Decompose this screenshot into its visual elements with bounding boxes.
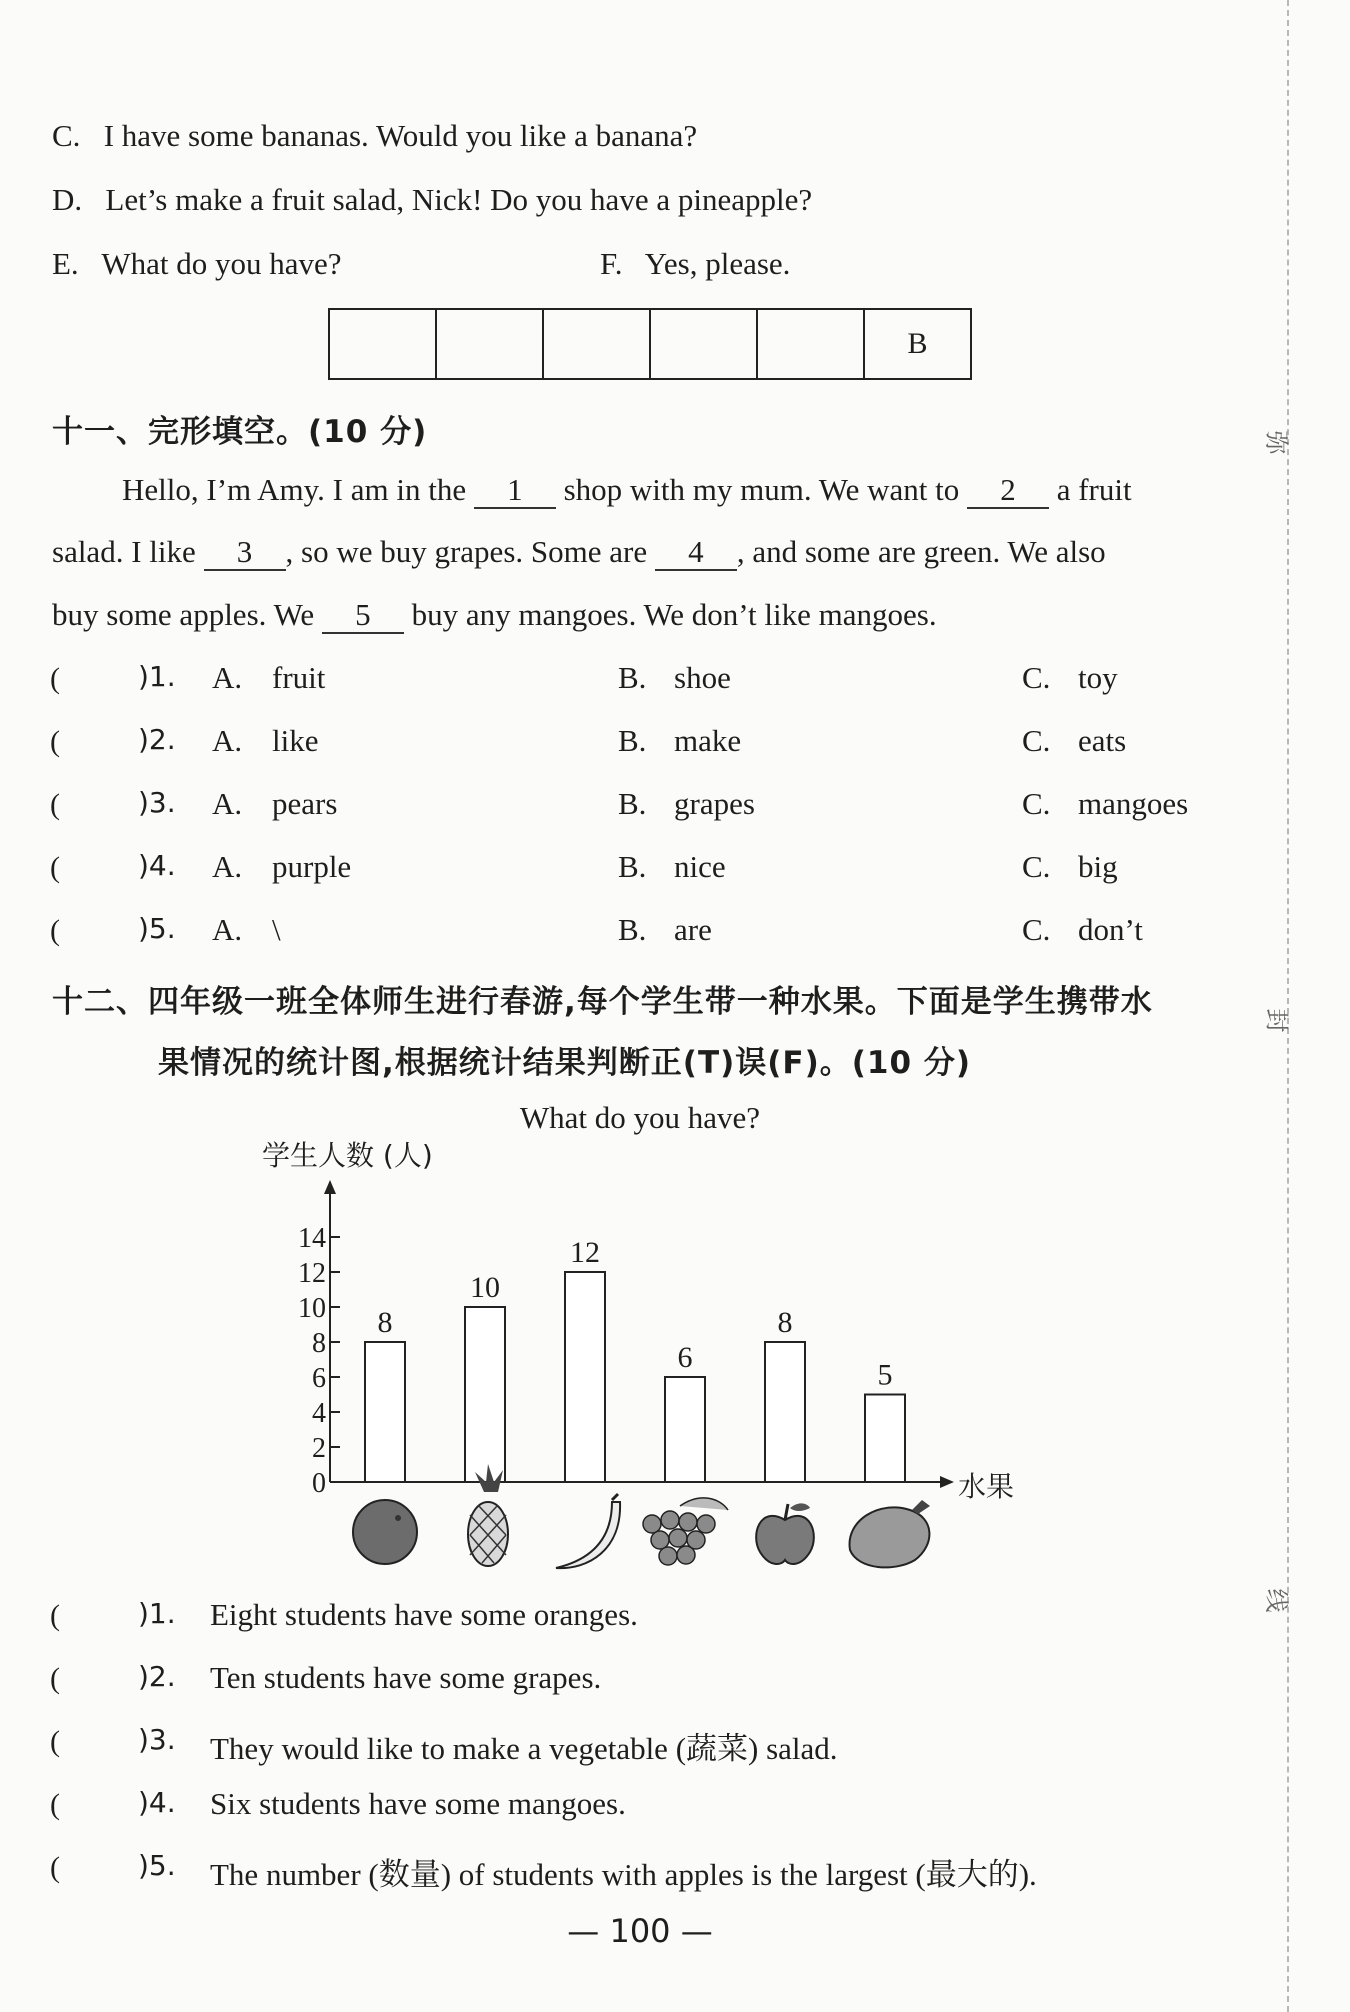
binding-dashed-line: [1287, 0, 1289, 2012]
option-c-letter: C.: [1022, 723, 1051, 758]
option-c-letter: C.: [1022, 912, 1051, 947]
answer-paren[interactable]: (: [50, 1725, 60, 1758]
option-c-text: eats: [1078, 723, 1127, 758]
bar-value-label: 8: [777, 1306, 793, 1339]
margin-label: 弥: [1262, 430, 1291, 455]
chart-y-axis-label: 学生人数 (人): [262, 1139, 433, 1172]
option-text: I have some bananas. Would you like a banana?: [103, 118, 698, 153]
bar: [665, 1377, 705, 1482]
option-b-text: nice: [674, 849, 726, 884]
bar: [365, 1342, 405, 1482]
option-b-text: are: [674, 912, 712, 947]
option-b-letter: B.: [618, 786, 647, 821]
y-tick-label: 2: [312, 1433, 326, 1464]
option-b-letter: B.: [618, 723, 647, 758]
passage-text: Hello, I’m Amy. I am in the: [122, 472, 467, 507]
chart-x-axis-label: 水果: [958, 1470, 1015, 1503]
option-text: Let’s make a fruit salad, Nick! Do you have a pineapple?: [105, 182, 813, 217]
option-b-text: make: [674, 723, 742, 758]
statement-row: [50, 1849, 1037, 1892]
apple-icon: [756, 1503, 814, 1564]
option-text: Yes, please.: [644, 246, 791, 281]
margin-label: 封: [1262, 1008, 1291, 1033]
answer-paren[interactable]: (: [50, 662, 60, 695]
answer-paren[interactable]: (: [50, 1662, 60, 1695]
blank-5[interactable]: 5: [322, 598, 404, 634]
option-letter: F.: [600, 246, 623, 281]
margin-label: 线: [1262, 1588, 1291, 1613]
answer-paren[interactable]: (: [50, 1599, 60, 1632]
option-c-text: toy: [1078, 660, 1118, 695]
chart-title: What do you have?: [519, 1100, 761, 1135]
option-c-text: big: [1078, 849, 1118, 884]
statement-text: They would like to make a vegetable (蔬菜) salad.: [210, 1731, 838, 1766]
option-c-letter: C.: [1022, 660, 1051, 695]
statement-row: [50, 1723, 838, 1766]
statement-row: [50, 1786, 626, 1822]
statement-text: Ten students have some grapes.: [210, 1660, 602, 1695]
option-b-text: shoe: [674, 660, 731, 695]
statement-text: Eight students have some oranges.: [210, 1597, 638, 1632]
bar-value-label: 12: [570, 1236, 600, 1269]
page-number: — 100 —: [567, 1912, 713, 1950]
y-tick-label: 4: [312, 1398, 326, 1429]
option-b-text: grapes: [674, 786, 755, 821]
passage-text: buy any mangoes. We don’t like mangoes.: [411, 597, 937, 632]
bar: [565, 1272, 605, 1482]
orange-icon: [353, 1500, 417, 1564]
section-12-title-line-1: 十二、四年级一班全体师生进行春游,每个学生带一种水果。下面是学生携带水: [52, 984, 1153, 1020]
question-number: )3.: [138, 786, 176, 819]
option-letter: C.: [52, 118, 81, 153]
statement-number: )4.: [138, 1786, 176, 1819]
bar: [865, 1395, 905, 1483]
bar-value-label: 5: [877, 1358, 893, 1392]
answer-paren[interactable]: (: [50, 914, 60, 947]
bar-value-label: 8: [377, 1306, 393, 1339]
option-b-letter: B.: [618, 912, 647, 947]
y-tick-label: 14: [298, 1223, 326, 1254]
grapes-icon: [643, 1498, 728, 1565]
option-c-text: mangoes: [1078, 786, 1189, 821]
y-axis-arrow: [324, 1180, 336, 1194]
passage-text: salad. I like: [52, 534, 196, 569]
option-a-letter: A.: [212, 849, 243, 884]
statement-number: )5.: [138, 1849, 176, 1882]
bar: [765, 1342, 805, 1482]
question-number: )2.: [138, 723, 176, 756]
option-a-letter: A.: [212, 660, 243, 695]
bar-value-label: 10: [470, 1271, 500, 1304]
section-11-title: 十一、完形填空。(10 分): [52, 414, 428, 450]
answer-paren[interactable]: (: [50, 725, 60, 758]
answer-paren[interactable]: (: [50, 788, 60, 821]
blank-1[interactable]: 1: [474, 473, 556, 509]
statement-number: )1.: [138, 1597, 176, 1630]
passage-text: buy some apples. We: [52, 597, 315, 632]
y-tick-label: 12: [298, 1258, 326, 1289]
option-a-text: purple: [272, 849, 352, 884]
passage-text: , and some are green. We also: [736, 534, 1106, 569]
statement-number: )2.: [138, 1660, 176, 1693]
statement-row: [50, 1597, 638, 1633]
passage-text: a fruit: [1056, 472, 1132, 507]
bar: [465, 1307, 505, 1482]
option-c-text: don’t: [1078, 912, 1143, 947]
blank-3[interactable]: 3: [204, 535, 286, 571]
y-tick-label: 6: [312, 1363, 326, 1394]
x-axis-arrow: [940, 1476, 954, 1488]
option-letter: D.: [52, 182, 83, 217]
y-tick-label: 0: [312, 1468, 326, 1499]
option-text: What do you have?: [101, 246, 342, 281]
option-a-letter: A.: [212, 912, 243, 947]
question-number: )4.: [138, 849, 176, 882]
statement-text: Six students have some mangoes.: [210, 1786, 626, 1821]
option-b-letter: B.: [618, 849, 647, 884]
option-a-text: pears: [272, 786, 338, 821]
statement-text: The number (数量) of students with apples is the largest (最大的).: [210, 1857, 1037, 1892]
y-tick-label: 10: [298, 1293, 326, 1324]
y-tick-label: 8: [312, 1328, 326, 1359]
option-c-letter: C.: [1022, 786, 1051, 821]
answer-paren[interactable]: (: [50, 851, 60, 884]
option-b-letter: B.: [618, 660, 647, 695]
answer-paren[interactable]: (: [50, 1851, 60, 1884]
option-a-text: fruit: [272, 660, 326, 695]
blank-4[interactable]: 4: [655, 535, 737, 571]
option-letter: E.: [52, 246, 79, 281]
question-number: )1.: [138, 660, 176, 693]
mango-icon: [850, 1500, 930, 1567]
option-a-text: \: [272, 912, 281, 947]
option-a-text: like: [272, 723, 319, 758]
bar-value-label: 6: [677, 1341, 693, 1374]
statement-row: [50, 1660, 602, 1696]
option-a-letter: A.: [212, 723, 243, 758]
answer-paren[interactable]: (: [50, 1788, 60, 1821]
passage-text: shop with my mum. We want to: [563, 472, 960, 507]
blank-2[interactable]: 2: [967, 473, 1049, 509]
option-a-letter: A.: [212, 786, 243, 821]
section-12-title-line-2: 果情况的统计图,根据统计结果判断正(T)误(F)。(10 分): [158, 1045, 972, 1081]
passage-text: , so we buy grapes. Some are: [285, 534, 648, 569]
answer-cell: B: [907, 327, 928, 360]
question-number: )5.: [138, 912, 176, 945]
statement-number: )3.: [138, 1723, 176, 1756]
banana-icon: [556, 1494, 620, 1568]
option-c-letter: C.: [1022, 849, 1051, 884]
